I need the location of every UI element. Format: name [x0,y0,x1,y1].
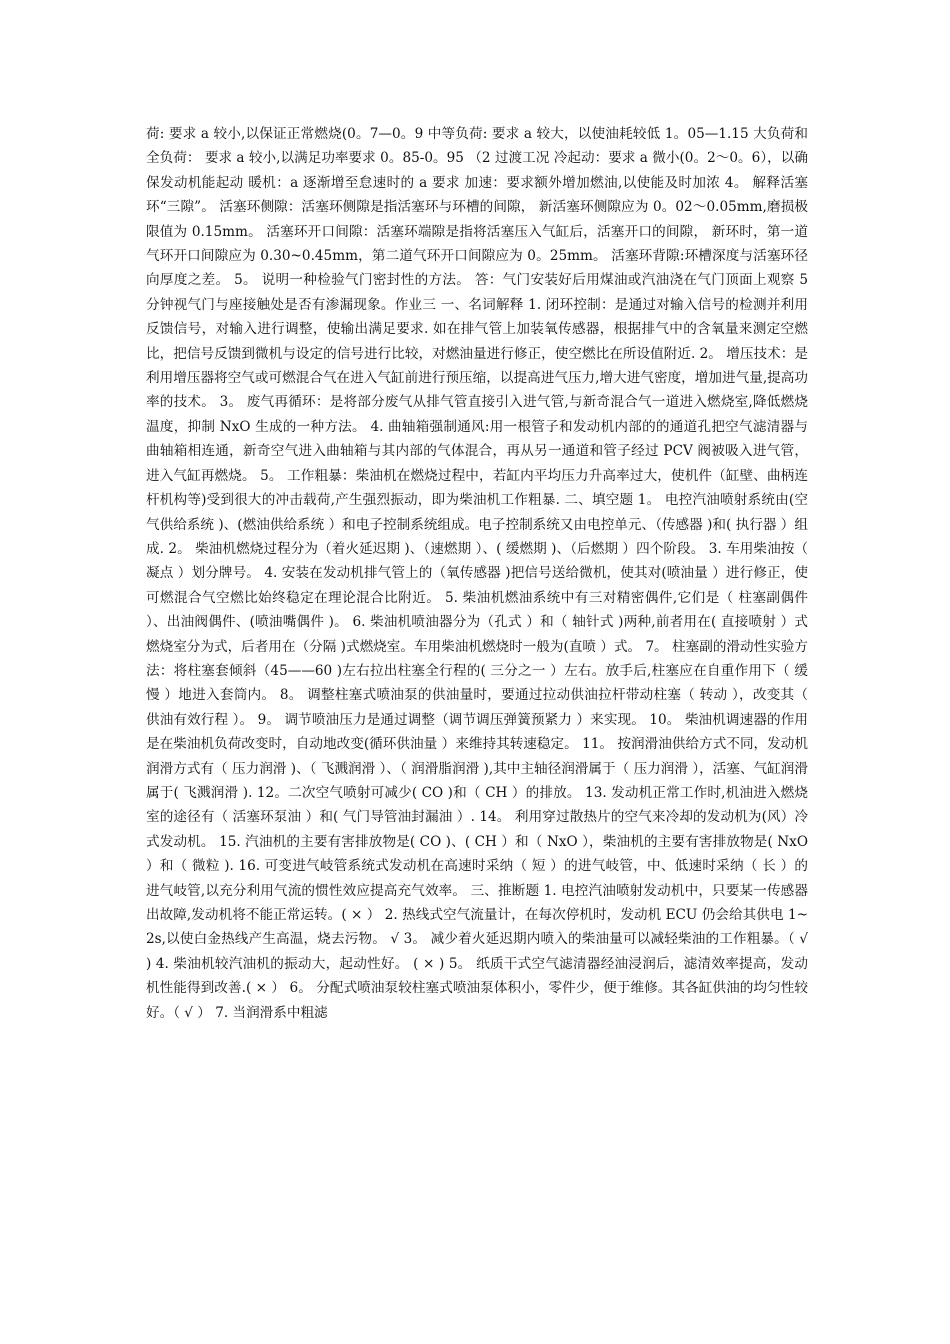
body-text: 荷: 要求 a 较小,以保证正常燃烧(0。7—0。9 中等负荷: 要求 a 较大，以使油耗较低 1。05—1.15 大负荷和全负荷： 要求 a 较小,以满足功率要求 0。85-0。95 （2 过渡工况 冷起动：要求 a 微小(0。2～0。6），以确保发动机能起动 暖机：a 逐渐增至怠速时的 a 要求 加速：要求额外增加燃油,以使能及时加浓 4。 解释活塞环“三隙”。 活塞环侧隙：活塞环侧隙是指活塞环与环槽的间隙， 新活塞环侧隙应为 0。02～0.05mm,磨损极限值为 0.15mm。 活塞环开口间隙：活塞环端隙是指将活塞压入气缸后，活塞开口的间隙， 新环时，第一道气环开口间隙应为 0.30~0.45mm，第二道气环开口间隙应为 0。25mm。 活塞环背隙:环槽深度与活塞环径向厚度之差。 5。 说明一种检验气门密封性的方法。 答：气门安装好后用煤油或汽油浇在气门顶面上观察 5 分钟视气门与座接触处是否有渗漏现象。作业三 一、名词解释 1. 闭环控制：是通过对输入信号的检测并利用反馈信号，对输入进行调整，使输出满足要求. 如在排气管上加装氧传感器，根据排气中的含氧量来测定空燃比，把信号反馈到微机与设定的信号进行比较，对燃油量进行修正，使空燃比在所设值附近. 2。 增压技术：是利用增压器将空气或可燃混合气在进入气缸前进行预压缩，以提高进气压力,增大进气密度，增加进气量,提高功率的技术。 3。 废气再循环：是将部分废气从排气管直接引入进气管,与新奇混合气一道进入燃烧室,降低燃烧温度，抑制 NxO 生成的一种方法。 4. 曲轴箱强制通风:用一根管子和发动机内部的的通道孔把空气滤清器与曲轴箱相连通，新奇空气进入曲轴箱与其内部的气体混合，再从另一通道和管子经过 PCV 阀被吸入进气管，进入气缸再燃烧。 5。 工作粗暴：柴油机在燃烧过程中，若缸内平均压力升高率过大，使机件（缸壁、曲柄连杆机构等)受到很大的冲击载荷,产生强烈振动，即为柴油机工作粗暴. 二、填空题 1。 电控汽油喷射系统由(空气供给系统 )、(燃油供给系统 ）和电子控制系统组成。电子控制系统又由电控单元、（传感器 )和( 执行器 ）组成. 2。 柴油机燃烧过程分为（着火延迟期 )、（速燃期 ）、( 缓燃期 )、（后燃期 ）四个阶段。 3. 车用柴油按（ 凝点 ）划分牌号。 4. 安装在发动机排气管上的（氧传感器 )把信号送给微机，使其对(喷油量 ）进行修正，使可燃混合气空燃比始终稳定在理论混合比附近。 5. 柴油机燃油系统中有三对精密偶件,它们是（ 柱塞副偶件 ）、出油阀偶件、(喷油嘴偶件 )。 6. 柴油机喷油器分为（孔式 ）和（ 轴针式 )两种,前者用在( 直接喷射 ）式燃烧室分为式，后者用在（分隔 )式燃烧室。车用柴油机燃烧时一般为(直喷 ）式。 7。 柱塞副的滑动性实验方法：将柱塞套倾斜（45——60 )左右拉出柱塞全行程的( 三分之一 ）左右。放手后,柱塞应在自重作用下（ 缓慢 ）地进入套筒内。 8。 调整柱塞式喷油泵的供油量时，要通过拉动供油拉杆带动柱塞（ 转动 ），改变其（ 供油有效行程 ）。 9。 调节喷油压力是通过调整（调节调压弹簧预紧力 ）来实现。 10。 柴油机调速器的作用是在柴油机负荷改变时，自动地改变(循环供油量 ）来维持其转速稳定。 11。 按润滑油供给方式不同，发动机润滑方式有（ 压力润滑 )、（ 飞溅润滑 ）、（ 润滑脂润滑 ),其中主轴径润滑属于（ 压力润滑 ），活塞、气缸润滑属于( 飞溅润滑 ). 12。二次空气喷射可减少( CO )和（ CH ）的排放。 13. 发动机正常工作时,机油进入燃烧室的途径有（ 活塞环泵油 ）和( 气门导管油封漏油 ）. 14。 利用穿过散热片的空气来冷却的发动机为(风）冷式发动机。 15. 汽油机的主要有害排放物是( CO )、( CH ）和（ NxO ），柴油机的主要有害排放物是( NxO ）和（ 微粒 ). 16. 可变进气岐管系统式发动机在高速时采纳（ 短 ）的进气岐管，中、低速时采纳（ 长 ）的进气岐管,以充分利用气流的惯性效应提高充气效率。 三、推断题 1. 电控汽油喷射发动机中，只要某一传感器出故障,发动机将不能正常运转。( × ） 2. 热线式空气流量计，在每次停机时，发动机 ECU 仍会给其供电 1~2s,以使白金热线产生高温，烧去污物。 √ 3。 减少着火延迟期内喷入的柴油量可以减轻柴油的工作粗暴。（ √ ) 4. 柴油机较汽油机的振动大，起动性好。 ( × ) 5。 纸质干式空气滤清器经油浸润后，滤清效率提高，发动机性能得到改善.( × ） 6。 分配式喷油泵较柱塞式喷油泵体积小，零件少，便于维修。其各缸供油的均匀性较好。（ √ ） 7. 当润滑系中粗滤 [146,126,808,1021]
